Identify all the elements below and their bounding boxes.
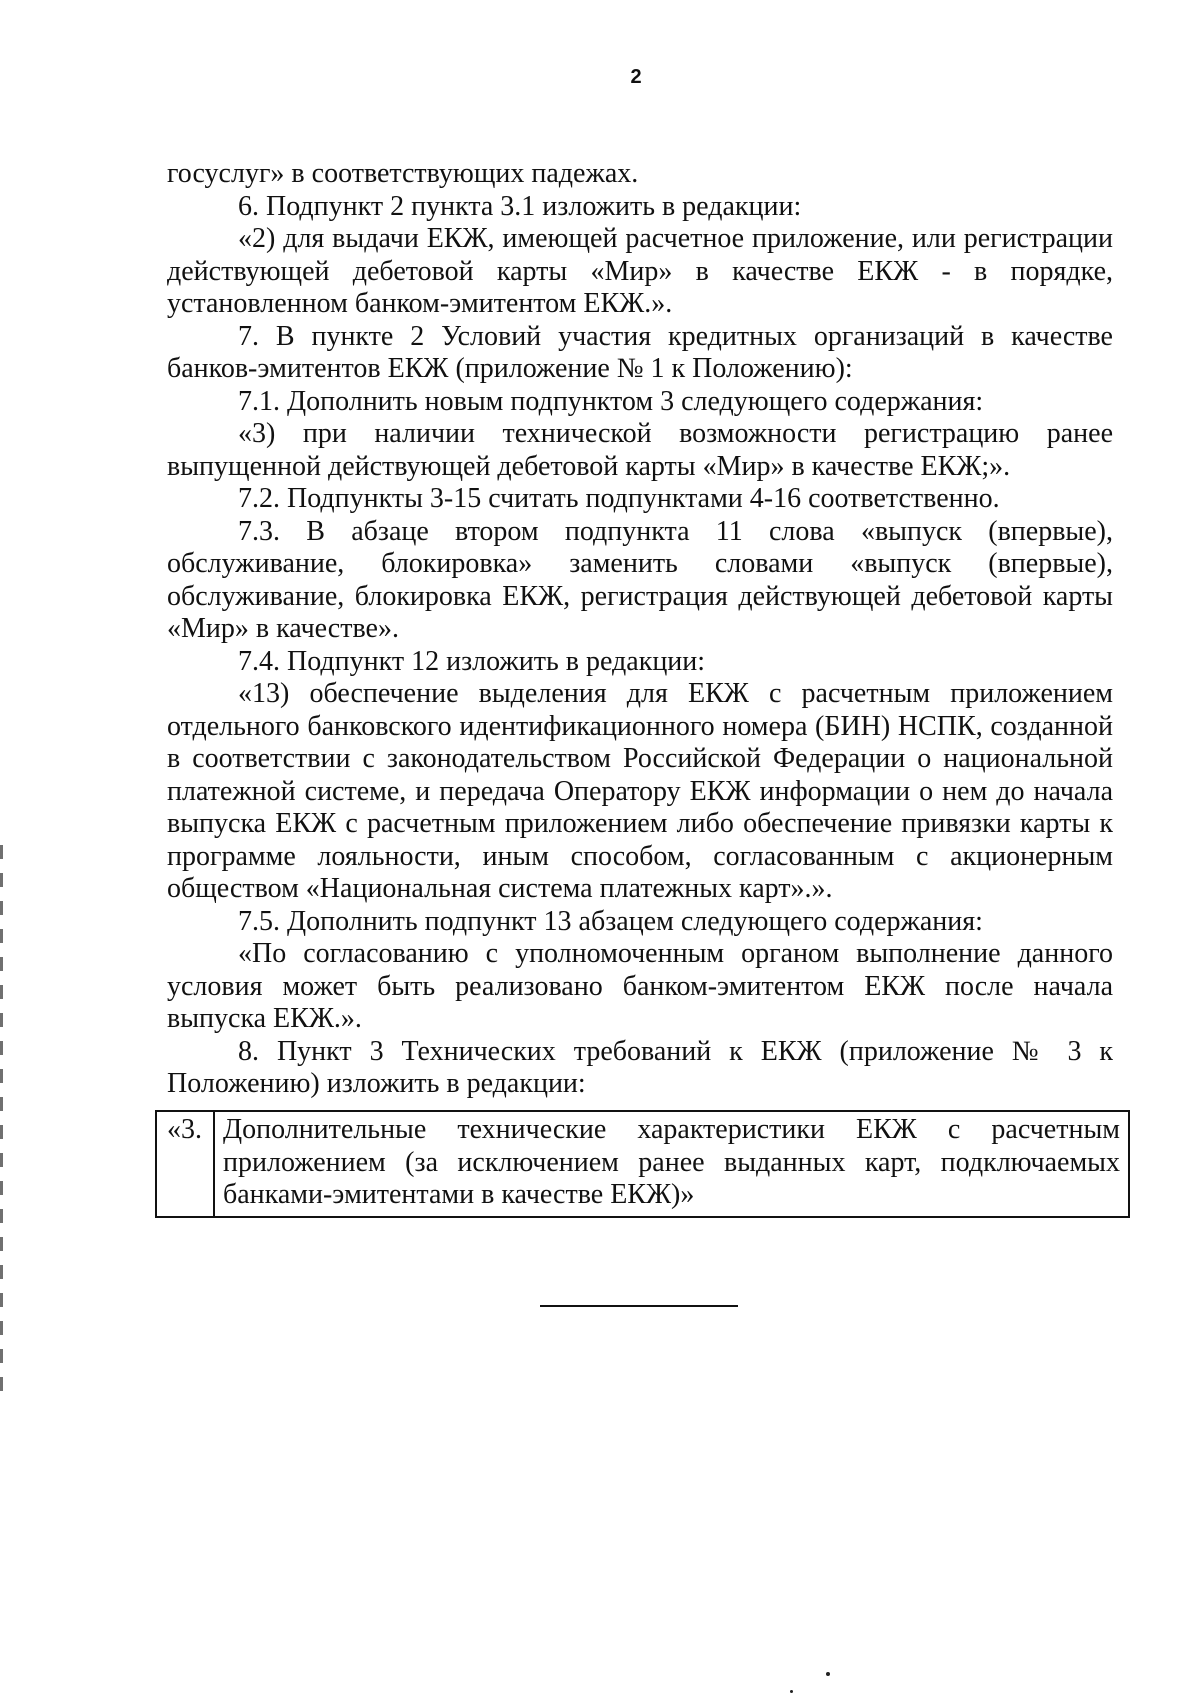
paragraph: 7. В пункте 2 Условий участия кредитных организаций в качестве банков-эмитентов ЕКЖ (приложение № 1 к Положению): — [167, 320, 1113, 384]
paragraph: «13) обеспечение выделения для ЕКЖ с расчетным приложением отдельного банковского идентификационного номера (БИН) НСПК, созданной в соответствии с законодательством Российской Федерации о национальной платежной системе, и передача Оператору ЕКЖ информации о нем до начала выпуска ЕКЖ с расчетным приложением либо обеспечение привязки карты к программе лояльности, иным способом, согласованным с акционерным обществом «Национальная система платежных карт».». — [167, 678, 1113, 904]
page-number: 2 — [630, 66, 642, 88]
paragraph: 7.4. Подпункт 12 изложить в редакции: — [238, 645, 706, 677]
scan-speck — [790, 1690, 793, 1693]
scan-speck — [826, 1672, 830, 1676]
scan-edge-marks — [0, 845, 3, 1405]
paragraph: 7.1. Дополнить новым подпунктом 3 следующего содержания: — [238, 385, 984, 417]
document-body — [167, 158, 1113, 1101]
table-row — [156, 1111, 1129, 1217]
amendment-table — [155, 1110, 1130, 1218]
paragraph: «2) для выдачи ЕКЖ, имеющей расчетное приложение, или регистрации действующей дебетовой карты «Мир» в качестве ЕКЖ - в порядке, установленном банком-эмитентом ЕКЖ.». — [167, 223, 1113, 319]
paragraph: 7.5. Дополнить подпункт 13 абзацем следующего содержания: — [238, 905, 983, 937]
table-item-text: Дополнительные технические характеристики ЕКЖ с расчетным приложением (за исключением ранее выданных карт, подключаемых банками-эмитентами в качестве ЕКЖ)» — [214, 1111, 1129, 1217]
end-of-text-rule — [540, 1305, 738, 1307]
paragraph: 7.2. Подпункты 3-15 считать подпунктами 4-16 соответственно. — [238, 483, 1000, 514]
paragraph: госуслуг» в соответствующих падежах. — [167, 158, 639, 189]
paragraph: «3) при наличии технической возможности регистрацию ранее выпущенной действующей дебетовой карты «Мир» в качестве ЕКЖ;». — [167, 418, 1113, 482]
paragraph: 6. Подпункт 2 пункта 3.1 изложить в редакции: — [238, 190, 802, 222]
paragraph: 8. Пункт 3 Технических требований к ЕКЖ (приложение № 3 к Положению) изложить в редакции: — [167, 1035, 1113, 1099]
paragraph: «По согласованию с уполномоченным органом выполнение данного условия может быть реализовано банком-эмитентом ЕКЖ после начала выпуска ЕКЖ.». — [167, 938, 1113, 1034]
paragraph: 7.3. В абзаце втором подпункта 11 слова «выпуск (впервые), обслуживание, блокировка» заменить словами «выпуск (впервые), обслуживание, блокировка ЕКЖ, регистрация действующей дебетовой карты «Мир» в качестве». — [167, 515, 1113, 644]
table-item-number: «3. — [156, 1111, 214, 1217]
